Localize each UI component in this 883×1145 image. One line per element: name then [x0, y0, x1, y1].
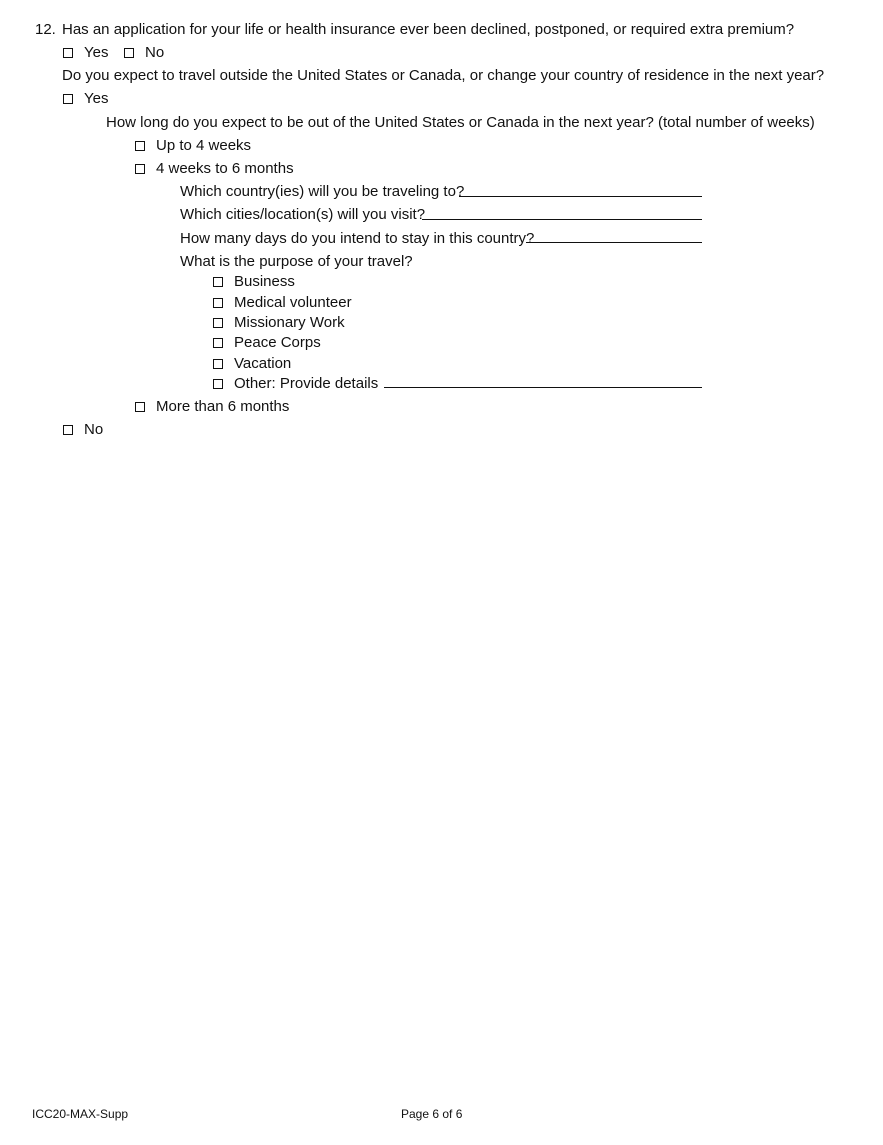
option-label: Business — [234, 273, 295, 290]
checkbox[interactable] — [213, 277, 223, 287]
option-label: Medical volunteer — [234, 294, 352, 311]
checkbox[interactable] — [124, 48, 134, 58]
countries-label: Which country(ies) will you be traveling to? — [180, 183, 465, 200]
option-label: No — [145, 44, 165, 61]
checkbox[interactable] — [213, 379, 223, 389]
countries-field[interactable] — [459, 196, 702, 197]
checkbox[interactable] — [63, 94, 73, 104]
cities-field[interactable] — [422, 219, 702, 220]
days-label: How many days do you intend to stay in this country? — [180, 230, 535, 247]
question-number: 12. — [35, 21, 56, 38]
days-field[interactable] — [526, 242, 702, 243]
checkbox[interactable] — [135, 164, 145, 174]
option-label: Other: Provide details — [234, 375, 379, 392]
cities-label: Which cities/location(s) will you visit? — [180, 206, 426, 223]
purpose-label: What is the purpose of your travel? — [180, 253, 413, 270]
other-details-field[interactable] — [384, 387, 702, 388]
checkbox[interactable] — [213, 338, 223, 348]
checkbox[interactable] — [213, 318, 223, 328]
option-label: Up to 4 weeks — [156, 137, 252, 154]
checkbox[interactable] — [63, 425, 73, 435]
option-label: Vacation — [234, 355, 292, 372]
question-12-text: Has an application for your life or health insurance ever been declined, postponed, or required extra premium? — [62, 21, 795, 38]
checkbox[interactable] — [63, 48, 73, 58]
option-label: Yes — [84, 44, 109, 61]
form-id: ICC20-MAX-Supp — [32, 1107, 129, 1121]
checkbox[interactable] — [213, 359, 223, 369]
checkbox[interactable] — [135, 402, 145, 412]
option-label: Peace Corps — [234, 334, 321, 351]
option-label: 4 weeks to 6 months — [156, 160, 294, 177]
page-number: Page 6 of 6 — [401, 1107, 463, 1121]
option-label: More than 6 months — [156, 398, 290, 415]
option-label: Missionary Work — [234, 314, 345, 331]
option-label: Yes — [84, 90, 109, 107]
travel-question-text: Do you expect to travel outside the United States or Canada, or change your country of residence in the next year? — [62, 67, 825, 84]
duration-question-text: How long do you expect to be out of the United States or Canada in the next year? (total number of weeks) — [106, 114, 815, 131]
checkbox[interactable] — [213, 298, 223, 308]
checkbox[interactable] — [135, 141, 145, 151]
option-label: No — [84, 421, 104, 438]
